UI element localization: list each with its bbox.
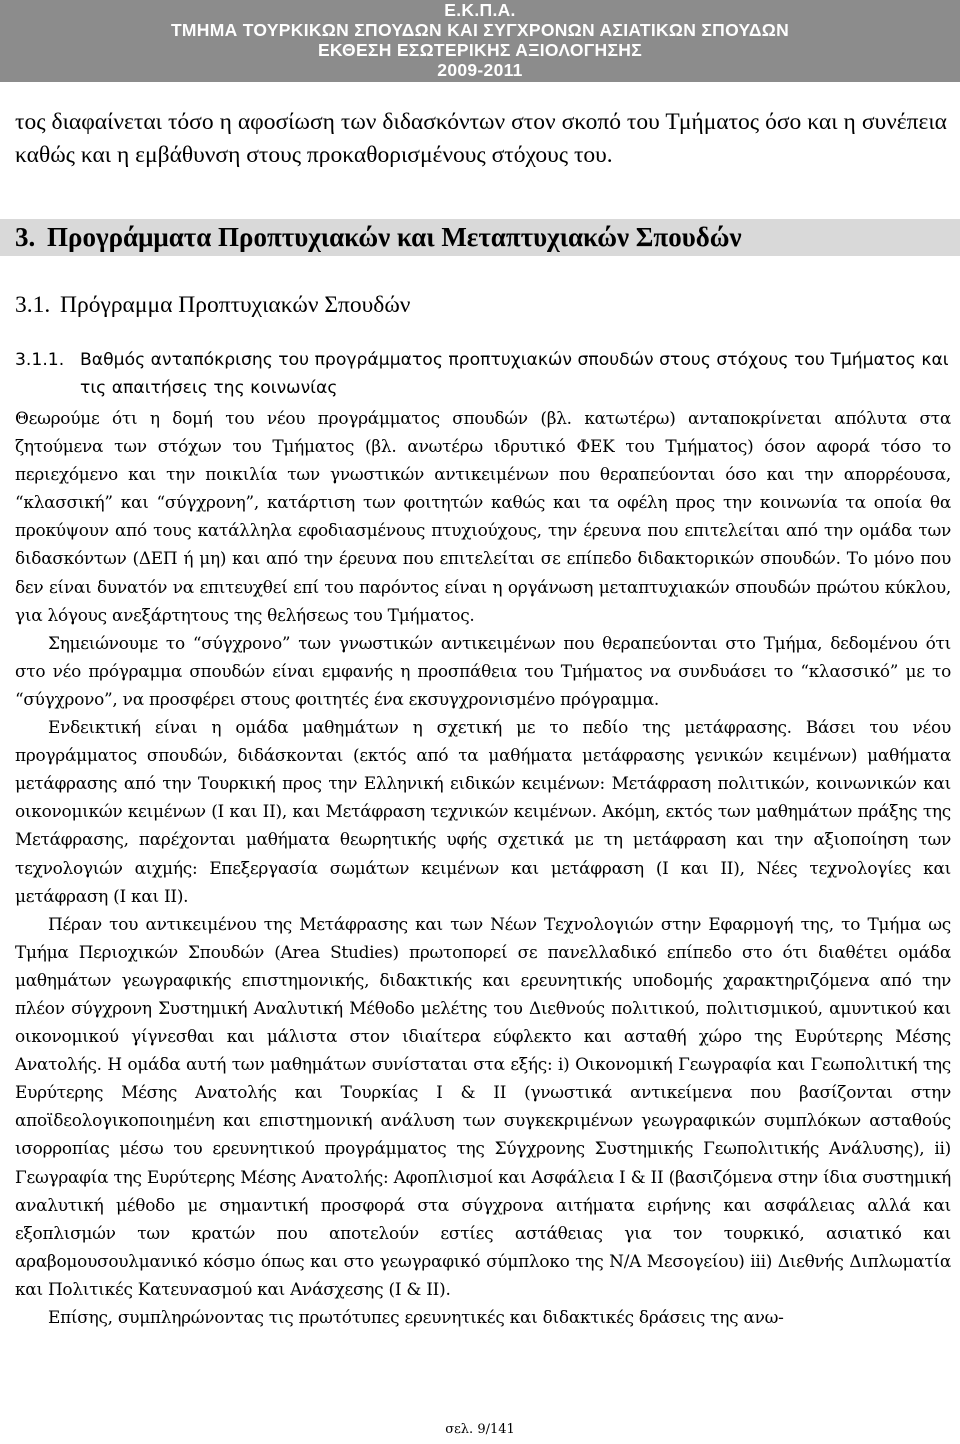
section-number: 3. (15, 222, 36, 252)
body-text (15, 404, 951, 1331)
document-header (0, 0, 960, 82)
body-paragraph: Επίσης, συμπληρώνοντας τις πρωτότυπες ερευνητικές και διδακτικές δράσεις της ανω- (48, 1307, 784, 1327)
body-paragraph: Ενδεικτική είναι η ομάδα μαθημάτων η σχετική με το πεδίο της μετάφρασης. Βάσει του νέου προγράμματος σπουδών, διδάσκονται (εκτός από τα μαθήματα μετάφρασης γενικών κειμένων) μαθήματα μετάφρασης από την Τουρκική προς την Ελληνική ειδικών κειμένων: Μετάφραση πολιτικών, κοινωνικών και οικονομικών κειμένων (Ι και ΙΙ), και Μετάφραση τεχνικών κειμένων. Ακόμη, εκτός των μαθημάτων πράξης της Μετάφρασης, παρέχονται μαθήματα θεωρητικής υφής σχετικά με τη μετάφραση και την αξιοποίηση των τεχνολογιών αιχμής: Επεξεργασία σωμάτων κειμένων και μετάφραση (Ι και ΙΙ), Νέες τεχνολογίες και μετάφραση (Ι και ΙΙ). (15, 717, 951, 906)
section-heading (0, 219, 960, 256)
subsubsection-title: Βαθμός ανταπόκρισης του προγράμματος προπτυχιακών σπουδών στους στόχους του Τμήματος και τις απαιτήσεις της κοινωνίας (80, 350, 949, 398)
subsection-number: 3.1. (15, 292, 51, 318)
header-line-department: ΤΜΗΜΑ ΤΟΥΡΚΙΚΩΝ ΣΠΟΥΔΩΝ ΚΑΙ ΣΥΓΧΡΟΝΩΝ ΑΣΙΑΤΙΚΩΝ ΣΠΟΥΔΩΝ (170, 20, 790, 40)
subsection-heading (15, 289, 410, 322)
section-title: Προγράμματα Προπτυχιακών και Μεταπτυχιακών Σπουδών (47, 222, 742, 252)
subsubsection-heading (15, 346, 960, 402)
subsubsection-number: 3.1.1. (15, 350, 65, 370)
body-paragraph: Πέραν του αντικειμένου της Μετάφρασης και των Νέων Τεχνολογιών στην Εφαρμογή της, το Τμήμα ως Τμήμα Περιοχικών Σπουδών (Area Studies) πρωτοπορεί σε πανελλαδικό επίπεδο στο ότι διαθέτει ομάδα μαθημάτων γεωγραφικής επιστημονικής, διδακτικής και ερευνητικής υποδομής χαρακτηριζόμενα από την πλέον σύγχρονη Συστημική Αναλυτική Μέθοδο μελέτης του Διεθνούς πολιτικού, πολιτισμικού, αμυντικού και οικονομικού γίγνεσθαι και μάλιστα στον ιδιαίτερα εύφλεκτο και ασταθή χώρο της Ευρύτερης Μέσης Ανατολής. Η ομάδα αυτή των μαθημάτων συνίσταται στα εξής: i) Οικονομική Γεωγραφία και Γεωπολιτική της Ευρύτερης Μέσης Ανατολής και Τουρκίας Ι & ΙΙ (γνωστικά αντικείμενα που βασίζονται στην αποϊδεολογικοποιημένη και επιστημονική ανάλυση των συγκεκριμένων γεωγραφικών συμπλόκων ασταθούς ισορροπίας μέσω του ερευνητικού προγράμματος της Σύγχρονης Συστημικής Γεωπολιτικής Ανάλυσης), ii) Γεωγραφία της Ευρύτερης Μέσης Ανατολής: Αφοπλισμοί και Ασφάλεια Ι & ΙΙ (βασιζόμενα στην ίδια συστημική αναλυτική μέθοδο με σημαντική προσφορά στα σύγχρονα αιτήματα ειρήνης και ασφάλειας αλλά και εξοπλισμών των κρατών που αποτελούν εστίες αστάθειας για τον τουρκικό, ασιατικό και αραβομουσουλμανικό κόσμο όπως και στο γεωγραφικό σύμπλοκο της Ν/Α Μεσογείου) iii) Διεθνής Διπλωματία και Πολιτικές Κατευνασμού και Ανάσχεσης (Ι & ΙΙ). (15, 913, 951, 1299)
header-line-university: Ε.Κ.Π.Α. (444, 0, 516, 20)
subsection-title: Πρόγραμμα Προπτυχιακών Σπουδών (60, 292, 411, 318)
intro-paragraph: τος διαφαίνεται τόσο η αφοσίωση των διδασκόντων στον σκοπό του Τμήματος όσο και η συνέπεια καθώς και η εμβάθυνση στους προκαθορισμένους στόχους του. (15, 109, 947, 168)
body-paragraph: Σημειώνουμε το “σύγχρονο” των γνωστικών αντικειμένων που θεραπεύονται στο Τμήμα, δεδομένου ότι στο νέο πρόγραμμα σπουδών είναι εμφανής η προσπάθεια του Τμήματος να συνδυάσει το “κλασσικό” με το “σύγχρονο”, να προσφέρει στους φοιτητές ένα εκσυγχρονισμένο πρόγραμμα. (15, 632, 951, 709)
header-line-period: 2009-2011 (437, 60, 523, 80)
body-paragraph: Θεωρούμε ότι η δομή του νέου προγράμματος σπουδών (βλ. κατωτέρω) ανταποκρίνεται απόλυτα στα ζητούμενα των στόχων του Τμήματος (βλ. ανωτέρω ιδρυτικό ΦΕΚ του Τμήματος) όσον αφορά τόσο το περιεχόμενο και την ποικιλία των γνωστικών αντικειμένων που θεραπεύονται όσο και την απορρέουσα, “κλασσική” και “σύγχρονη”, κατάρτιση των φοιτητών καθώς και τα οφέλη προς την κοινωνία τα οποία θα προκύψουν από τους κατάλληλα εφοδιασμένους πτυχιούχους, την έρευνα που επιτελείται από την ομάδα των διδασκόντων (ΔΕΠ ή μη) και από την έρευνα που επιτελείται σε επίπεδο διδακτορικών σπουδών. Το μόνο που δεν είναι δυνατόν να επιτευχθεί επί του παρόντος είναι η οργάνωση μεταπτυχιακών σπουδών πρώτου κύκλου, για λόγους ανεξάρτητους της θελήσεως του Τμήματος. (15, 408, 951, 625)
page-number: σελ. 9/141 (445, 1422, 515, 1437)
header-line-report: ΕΚΘΕΣΗ ΕΣΩΤΕΡΙΚΗΣ ΑΞΙΟΛΟΓΗΣΗΣ (317, 40, 643, 60)
